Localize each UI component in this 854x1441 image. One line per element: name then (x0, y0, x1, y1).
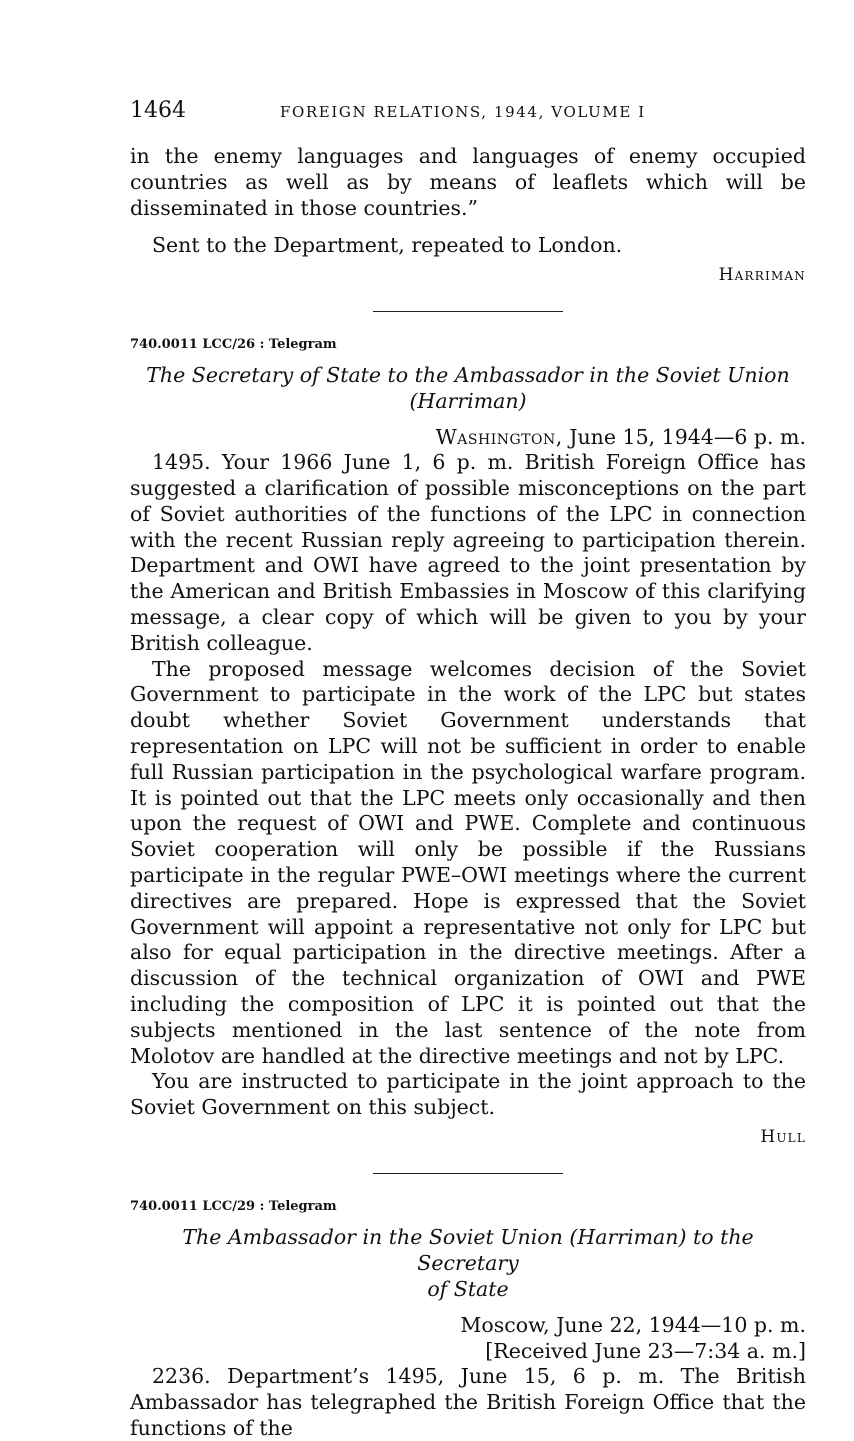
document-title-line: The Secretary of State to the Ambassador in the Soviet Union (146, 363, 790, 388)
received-line: [Received June 23—7:34 a. m.] (485, 1338, 806, 1363)
document-title (130, 1224, 806, 1302)
file-reference: 740.0011 LCC/26 : Telegram (130, 337, 337, 353)
signature-hull: Hull (760, 1126, 806, 1147)
running-head (130, 98, 806, 138)
running-head-title: FOREIGN RELATIONS, 1944, VOLUME I (280, 103, 646, 121)
section-divider (373, 311, 563, 312)
body-paragraph: You are instructed to participate in the joint approach to the Soviet Government on this subject. (130, 1069, 806, 1120)
dateline-date: June 15, 1944—6 p. m. (562, 425, 806, 450)
body-paragraph: The proposed message welcomes decision of the Soviet Government to participate in the work of the LPC but states doubt whether Soviet Government understands that representation on LPC will not be sufficient in order to enable full Russian participation in the psychological warfare program. It is pointed out that the LPC meets only occasionally and then upon the request of OWI and PWE. Complete and continuous Soviet cooperation will only be possible if the Russians participate in the regular PWE–OWI meetings where the current directives are prepared. Hope is expressed that the Soviet Government will appoint a representative not only for LPC but also for equal participation in the directive meetings. After a discussion of the technical organization of OWI and PWE including the composition of LPC it is pointed out that the subjects mentioned in the last sentence of the note from Molotov are handled at the directive meetings and not by LPC. (130, 656, 806, 1068)
section-divider (373, 1173, 563, 1174)
body-paragraph: 2236. Department’s 1495, June 15, 6 p. m. The British Ambassador has telegraphed the British Foreign Office that the functions of the (130, 1363, 806, 1440)
dateline-place: Washington, (435, 425, 563, 450)
dateline: Moscow, June 22, 1944—10 p. m. (460, 1312, 806, 1337)
intro-paragraph: in the enemy languages and languages of enemy occupied countries as well as by means of leaflets which will be disseminated in those countries.” (130, 144, 806, 220)
document-title (130, 362, 806, 414)
dateline (130, 424, 806, 450)
document-title-line: The Ambassador in the Soviet Union (Harriman) to the Secretary (182, 1224, 754, 1275)
sent-line: Sent to the Department, repeated to London. (152, 233, 623, 258)
body-paragraph: 1495. Your 1966 June 1, 6 p. m. British Foreign Office has suggested a clarification of possible misconceptions on the part of Soviet authorities of the functions of the LPC in connection with the recent Russian reply agreeing to participation therein. Department and OWI have agreed to the joint presentation by the American and British Embassies in Moscow of this clarifying message, a clear copy of which will be given to you by your British colleague. (130, 450, 806, 655)
document-title-line: (Harriman) (409, 389, 527, 414)
signature-harriman: Harriman (718, 265, 806, 286)
document-page (130, 98, 806, 1441)
file-reference: 740.0011 LCC/29 : Telegram (130, 1198, 337, 1214)
document-title-line: of State (427, 1276, 509, 1301)
page-number: 1464 (130, 98, 186, 123)
